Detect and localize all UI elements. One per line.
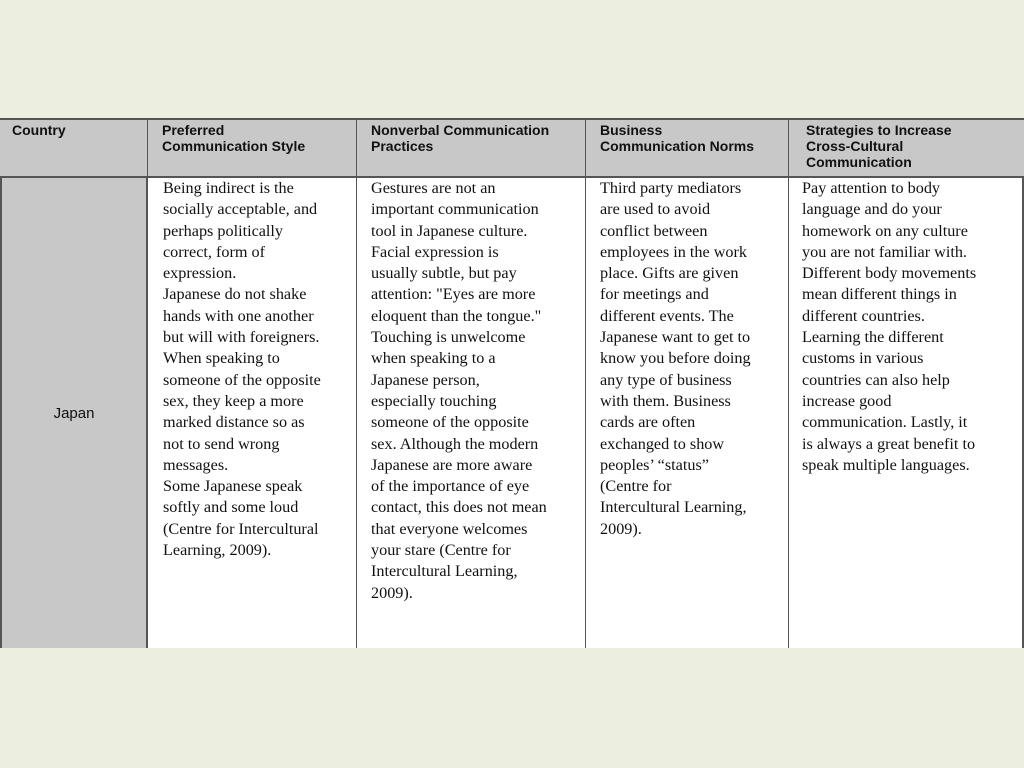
header-preferred-style-label: Preferred Communication Style <box>162 122 306 154</box>
cell-nonverbal: Gestures are not an important communication tool in Japanese culture. Facial expression is usually subtle, but pay attention: "Eyes are more eloquent than the tongue." Touching is unwelcome when speaking to a Japanese person, especially touching someone of the opposite sex. Although the modern Japanese are more aware of the importance of eye contact, this does not mean that everyone welcomes your stare (Centre for Intercultural Learning, 2009). <box>357 178 586 648</box>
communication-table <box>0 118 1024 648</box>
header-strategies <box>789 120 1024 176</box>
cell-preferred-style: Being indirect is the socially acceptable, and perhaps politically correct, form of expression. Japanese do not shake hands with one another but will with foreigners. When speaking to someone of the opposite sex, they keep a more marked distance so as not to send wrong messages. Some Japanese speak softly and some loud (Centre for Intercultural Learning, 2009). <box>148 178 357 648</box>
cell-business-norms: Third party mediators are used to avoid conflict between employees in the work place. Gifts are given for meetings and different events. The Japanese want to get to know you before doing any type of business with them. Business cards are often exchanged to show peoples’ “status” (Centre for Intercultural Learning, 2009). <box>586 178 789 648</box>
cell-strategies: Pay attention to body language and do your homework on any culture you are not familiar with. Different body movements mean different things in different countries. Learning the different customs in various countries can also help increase good communication. Lastly, it is always a great benefit to speak multiple languages. <box>789 178 1024 648</box>
header-preferred-style <box>148 120 357 176</box>
table-row <box>0 178 1024 648</box>
header-country <box>0 120 148 176</box>
table-header-row <box>0 118 1024 178</box>
cell-country: Japan <box>0 178 148 648</box>
header-business-norms-label: Business Communication Norms <box>600 122 755 154</box>
header-business-norms <box>586 120 789 176</box>
header-nonverbal-label: Nonverbal Communication Practices <box>371 122 550 154</box>
header-nonverbal <box>357 120 586 176</box>
header-country-label: Country <box>12 122 66 138</box>
header-strategies-label: Strategies to Increase Cross-Cultural Communication <box>806 122 952 170</box>
